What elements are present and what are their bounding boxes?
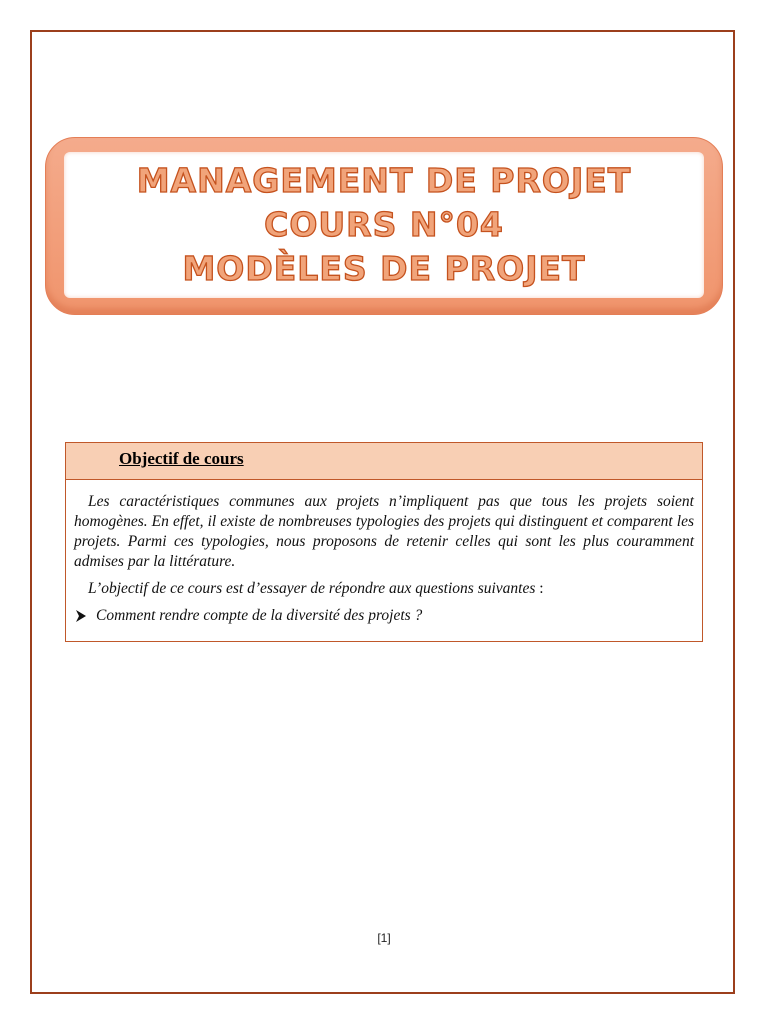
course-title: MANAGEMENT DE PROJET — [136, 161, 632, 200]
objective-box — [65, 442, 703, 642]
goal-paragraph — [74, 579, 694, 599]
course-subtitle: MODÈLES DE PROJET — [182, 249, 586, 288]
question-bullet — [74, 607, 694, 625]
arrow-bullet-icon — [74, 609, 96, 623]
goal-paragraph-text: L’objectif de ce cours est d’essayer de répondre aux questions suivantes — [88, 580, 536, 597]
page-number: [1] — [377, 931, 391, 945]
title-banner — [45, 137, 723, 315]
objective-body — [66, 480, 702, 625]
objective-title: Objectif de cours — [119, 449, 244, 468]
intro-paragraph: Les caractéristiques communes aux projets n’impliquent pas que tous les projets soient homogènes. En effet, il existe de nombreuses typologies des projets qui distinguent et comparent les projets. Parmi ces typologies, nous proposons de retenir celles qui sont les plus couramment admises par la littérature. — [74, 493, 694, 570]
question-text: Comment rendre compte de la diversité des projets ? — [96, 607, 423, 624]
title-inner-panel — [64, 152, 704, 298]
course-number: COURS N°04 — [264, 205, 504, 244]
goal-paragraph-colon: : — [535, 580, 544, 597]
objective-header — [66, 443, 702, 480]
